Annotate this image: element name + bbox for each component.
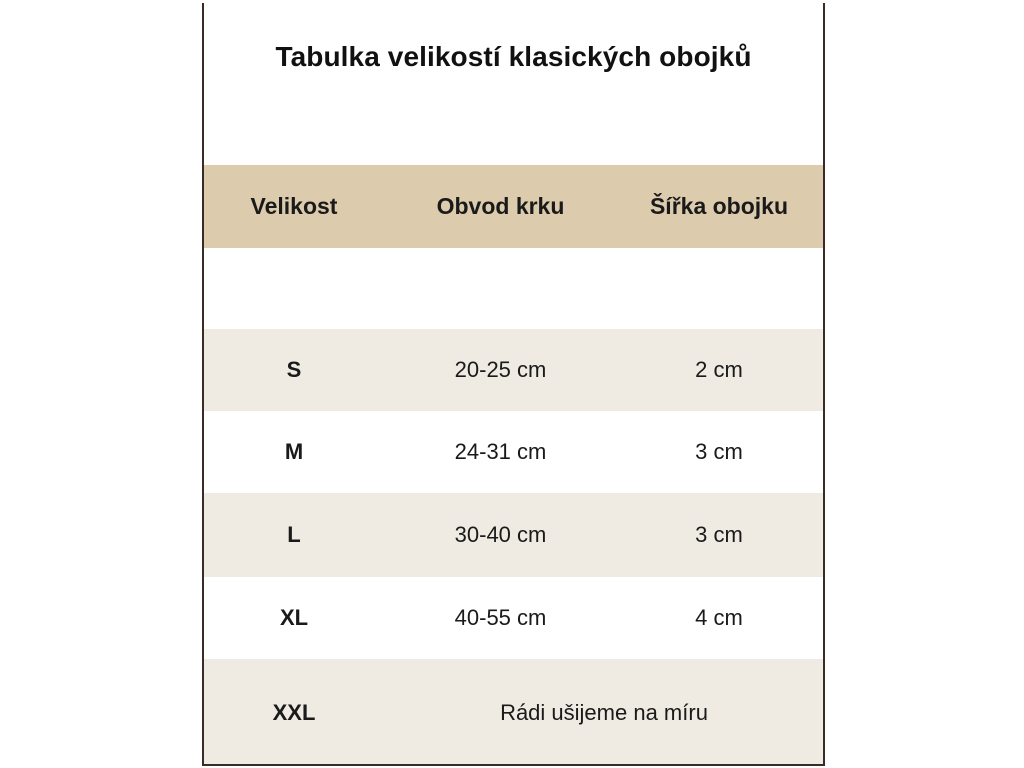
neck-cell: 40-55 cm [454, 605, 547, 630]
custom-note-cell: Rádi ušijeme na míru [500, 700, 708, 725]
size-cell: XXL [272, 700, 316, 725]
table-header [204, 165, 823, 248]
width-cell: 2 cm [695, 357, 743, 382]
size-chart-page [202, 3, 825, 766]
page-title: Tabulka velikostí klasických obojků [275, 41, 752, 72]
table-row [204, 411, 823, 493]
table-row [204, 329, 823, 411]
neck-cell: 30-40 cm [454, 522, 547, 547]
column-header-size: Velikost [250, 193, 338, 219]
column-header-width: Šířka obojku [649, 193, 789, 219]
table-row [204, 493, 823, 577]
size-cell: M [284, 439, 304, 464]
width-cell: 4 cm [695, 605, 743, 630]
neck-cell: 20-25 cm [454, 357, 547, 382]
width-cell: 3 cm [695, 439, 743, 464]
size-cell: L [287, 522, 301, 547]
size-cell: XL [279, 605, 309, 630]
table-row [204, 577, 823, 659]
table-spacer-row [204, 248, 823, 329]
column-header-neck: Obvod krku [436, 193, 565, 219]
neck-cell: 24-31 cm [454, 439, 547, 464]
size-cell: S [286, 357, 302, 382]
table-row-custom [204, 659, 823, 766]
width-cell: 3 cm [695, 522, 743, 547]
